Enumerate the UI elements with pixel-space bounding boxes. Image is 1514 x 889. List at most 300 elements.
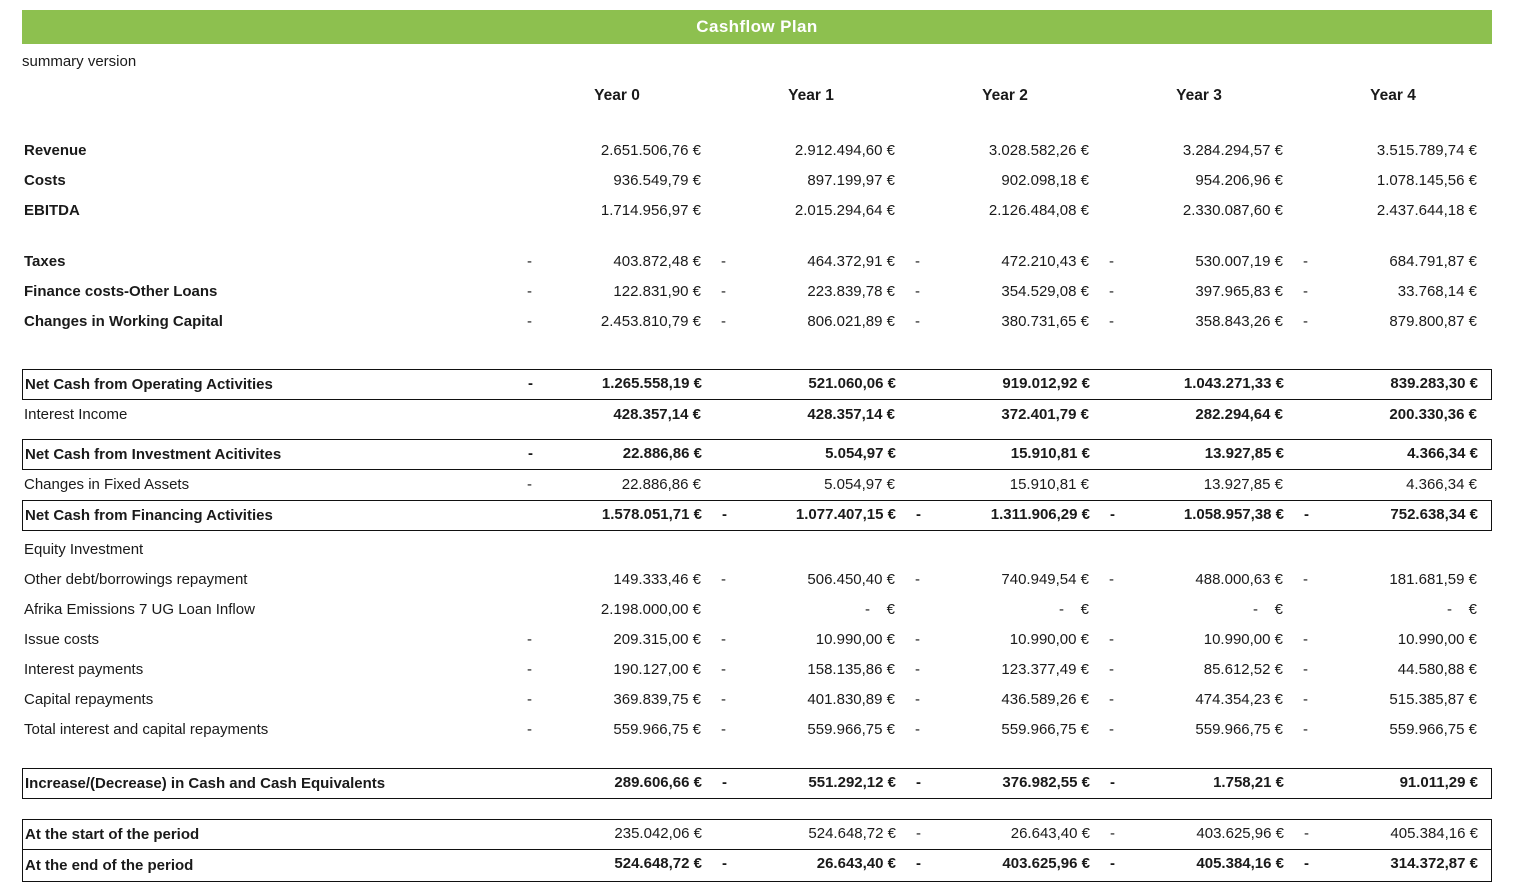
minus-sign: - bbox=[1110, 506, 1115, 523]
row-equity-investment bbox=[22, 535, 1492, 565]
cell-year-3 bbox=[1102, 166, 1296, 196]
cell-year-2 bbox=[909, 769, 1103, 798]
amount: 122.831,90 € bbox=[613, 283, 701, 300]
cell-year-3 bbox=[1102, 196, 1296, 226]
cell-year-4 bbox=[1296, 595, 1490, 625]
cell-year-2 bbox=[909, 440, 1103, 469]
cell-year-0 bbox=[520, 136, 714, 166]
amount: 1.077.407,15 € bbox=[795, 506, 896, 523]
amount: 10.990,00 € bbox=[1397, 631, 1477, 648]
amount: 13.927,85 € bbox=[1203, 476, 1283, 493]
row-label: Capital repayments bbox=[24, 691, 154, 708]
cell-year-0 bbox=[520, 625, 714, 655]
report-title-bar bbox=[22, 10, 1492, 44]
cell-year-1 bbox=[715, 820, 909, 849]
amount: 1.058.957,38 € bbox=[1183, 506, 1284, 523]
column-header-year-2: Year 2 bbox=[982, 87, 1028, 104]
row-label: Changes in Working Capital bbox=[24, 313, 223, 330]
row-label: Net Cash from Operating Activities bbox=[25, 376, 273, 393]
cell-year-1 bbox=[714, 595, 908, 625]
cell-year-3 bbox=[1102, 595, 1296, 625]
row-label: Increase/(Decrease) in Cash and Cash Equivalents bbox=[25, 775, 386, 792]
minus-sign: - bbox=[721, 721, 726, 738]
row-increase-decrease-cash bbox=[22, 768, 1492, 799]
amount: 1.078.145,56 € bbox=[1376, 172, 1477, 189]
minus-sign: - bbox=[1303, 283, 1308, 300]
cell-year-1 bbox=[714, 307, 908, 337]
cell-year-0 bbox=[520, 277, 714, 307]
cell-year-4 bbox=[1296, 625, 1490, 655]
amount: 752.638,34 € bbox=[1390, 506, 1478, 523]
amount: 405.384,16 € bbox=[1390, 825, 1478, 842]
column-header-year-3: Year 3 bbox=[1176, 87, 1222, 104]
amount: 515.385,87 € bbox=[1389, 691, 1477, 708]
minus-sign: - bbox=[721, 313, 726, 330]
amount: 2.912.494,60 € bbox=[794, 142, 895, 159]
minus-sign: - bbox=[1109, 661, 1114, 678]
minus-sign: - bbox=[527, 691, 532, 708]
cell-year-3 bbox=[1102, 307, 1296, 337]
minus-sign: - bbox=[527, 253, 532, 270]
cell-year-4 bbox=[1297, 769, 1491, 798]
row-net-cash-investment bbox=[22, 439, 1492, 470]
amount: 740.949,54 € bbox=[1001, 571, 1089, 588]
cell-year-4 bbox=[1297, 440, 1491, 469]
row-afrika-loan-inflow bbox=[22, 595, 1492, 625]
amount: 397.965,83 € bbox=[1195, 283, 1283, 300]
cell-year-0 bbox=[521, 850, 715, 881]
cell-year-1 bbox=[715, 440, 909, 469]
cell-year-3 bbox=[1103, 440, 1297, 469]
minus-sign: - bbox=[527, 721, 532, 738]
cell-year-3 bbox=[1102, 625, 1296, 655]
amount: 559.966,75 € bbox=[613, 721, 701, 738]
cell-year-2 bbox=[908, 625, 1102, 655]
amount: 4.366,34 € bbox=[1406, 476, 1477, 493]
cell-year-2 bbox=[908, 565, 1102, 595]
amount: 1.311.906,29 € bbox=[990, 506, 1090, 523]
cell-year-4 bbox=[1297, 370, 1491, 399]
amount: 401.830,89 € bbox=[807, 691, 895, 708]
cell-year-0 bbox=[520, 535, 714, 565]
cell-year-1 bbox=[714, 535, 908, 565]
minus-sign: - bbox=[527, 476, 532, 493]
amount: 10.990,00 € bbox=[815, 631, 895, 648]
report-subtitle: summary version bbox=[22, 53, 137, 70]
cell-year-3 bbox=[1103, 501, 1297, 530]
cell-year-1 bbox=[714, 247, 908, 277]
minus-sign: - bbox=[915, 283, 920, 300]
cell-year-0 bbox=[520, 307, 714, 337]
amount: 559.966,75 € bbox=[1195, 721, 1283, 738]
amount: 26.643,40 € bbox=[1010, 825, 1090, 842]
cell-year-3 bbox=[1102, 136, 1296, 166]
amount: 954.206,96 € bbox=[1195, 172, 1283, 189]
minus-sign: - bbox=[528, 375, 533, 392]
minus-sign: - bbox=[1110, 774, 1115, 791]
cell-year-2 bbox=[909, 501, 1103, 530]
cell-year-2 bbox=[908, 535, 1102, 565]
amount: 559.966,75 € bbox=[1389, 721, 1477, 738]
row-label: Net Cash from Financing Activities bbox=[25, 507, 273, 524]
row-label: Taxes bbox=[24, 253, 66, 270]
cell-year-2 bbox=[908, 400, 1102, 430]
cell-year-2 bbox=[908, 307, 1102, 337]
row-label: Interest payments bbox=[24, 661, 144, 678]
amount: 1.714.956,97 € bbox=[600, 202, 701, 219]
amount: 428.357,14 € bbox=[613, 406, 701, 423]
row-label: Other debt/borrowings repayment bbox=[24, 571, 248, 588]
minus-sign: - bbox=[916, 855, 921, 872]
row-finance-costs-other-loans bbox=[22, 277, 1492, 307]
cell-year-0 bbox=[521, 440, 715, 469]
minus-sign: - bbox=[915, 661, 920, 678]
cell-year-4 bbox=[1296, 307, 1490, 337]
cell-year-0 bbox=[520, 595, 714, 625]
amount: 376.982,55 € bbox=[1002, 774, 1090, 791]
minus-sign: - bbox=[1303, 631, 1308, 648]
cell-year-4 bbox=[1296, 136, 1490, 166]
row-other-debt-repayment bbox=[22, 565, 1492, 595]
minus-sign: - bbox=[1303, 661, 1308, 678]
minus-sign: - bbox=[722, 855, 727, 872]
amount: 506.450,40 € bbox=[807, 571, 895, 588]
cell-year-1 bbox=[715, 370, 909, 399]
amount: 524.648,72 € bbox=[614, 855, 702, 872]
amount: 524.648,72 € bbox=[808, 825, 896, 842]
minus-sign: - bbox=[1303, 571, 1308, 588]
amount: 15.910,81 € bbox=[1009, 476, 1089, 493]
cell-year-2 bbox=[908, 166, 1102, 196]
row-label: At the end of the period bbox=[25, 856, 194, 874]
cell-year-3 bbox=[1102, 535, 1296, 565]
cell-year-2 bbox=[908, 655, 1102, 685]
row-label: Afrika Emissions 7 UG Loan Inflow bbox=[24, 601, 255, 618]
cell-year-1 bbox=[715, 850, 909, 881]
row-net-cash-operating bbox=[22, 369, 1492, 400]
minus-sign: - bbox=[1304, 855, 1309, 872]
cell-year-4 bbox=[1296, 535, 1490, 565]
amount: - € bbox=[1058, 601, 1089, 618]
cell-year-4 bbox=[1296, 196, 1490, 226]
cell-year-1 bbox=[714, 685, 908, 715]
minus-sign: - bbox=[1304, 825, 1309, 842]
cell-year-2 bbox=[908, 715, 1102, 745]
minus-sign: - bbox=[722, 506, 727, 523]
amount: 15.910,81 € bbox=[1010, 445, 1090, 462]
cell-year-3 bbox=[1102, 247, 1296, 277]
amount: 5.054,97 € bbox=[824, 476, 895, 493]
amount: 91.011,29 € bbox=[1399, 774, 1478, 791]
cell-year-0 bbox=[520, 470, 714, 500]
minus-sign: - bbox=[527, 631, 532, 648]
amount: 2.453.810,79 € bbox=[600, 313, 701, 330]
minus-sign: - bbox=[915, 691, 920, 708]
row-changes-in-working-capital bbox=[22, 307, 1492, 337]
amount: 358.843,26 € bbox=[1195, 313, 1283, 330]
amount: - € bbox=[864, 601, 895, 618]
minus-sign: - bbox=[915, 571, 920, 588]
amount: 403.625,96 € bbox=[1196, 825, 1284, 842]
amount: 1.043.271,33 € bbox=[1183, 375, 1284, 392]
row-label: EBITDA bbox=[24, 202, 80, 219]
minus-sign: - bbox=[527, 313, 532, 330]
row-issue-costs bbox=[22, 625, 1492, 655]
cell-year-1 bbox=[714, 136, 908, 166]
amount: 314.372,87 € bbox=[1390, 855, 1478, 872]
cell-year-2 bbox=[909, 820, 1103, 849]
amount: 369.839,75 € bbox=[613, 691, 701, 708]
row-taxes bbox=[22, 247, 1492, 277]
minus-sign: - bbox=[1109, 691, 1114, 708]
amount: 2.651.506,76 € bbox=[600, 142, 701, 159]
amount: 2.330.087,60 € bbox=[1182, 202, 1283, 219]
cell-year-4 bbox=[1296, 277, 1490, 307]
row-net-cash-financing bbox=[22, 500, 1492, 531]
amount: 559.966,75 € bbox=[807, 721, 895, 738]
amount: 1.758,21 € bbox=[1213, 774, 1284, 791]
minus-sign: - bbox=[1109, 571, 1114, 588]
cell-year-3 bbox=[1103, 370, 1297, 399]
minus-sign: - bbox=[916, 825, 921, 842]
amount: 559.966,75 € bbox=[1001, 721, 1089, 738]
cashflow-table bbox=[22, 136, 1492, 882]
minus-sign: - bbox=[721, 631, 726, 648]
cell-year-2 bbox=[909, 850, 1103, 881]
cell-year-4 bbox=[1296, 166, 1490, 196]
amount: 5.054,97 € bbox=[825, 445, 896, 462]
amount: 158.135,86 € bbox=[807, 661, 895, 678]
amount: 879.800,87 € bbox=[1389, 313, 1477, 330]
cell-year-1 bbox=[714, 196, 908, 226]
amount: 521.060,06 € bbox=[808, 375, 896, 392]
amount: 149.333,46 € bbox=[613, 571, 701, 588]
amount: 919.012,92 € bbox=[1002, 375, 1090, 392]
cell-year-1 bbox=[714, 277, 908, 307]
cell-year-0 bbox=[520, 655, 714, 685]
amount: 181.681,59 € bbox=[1389, 571, 1477, 588]
amount: 806.021,89 € bbox=[807, 313, 895, 330]
cell-year-1 bbox=[714, 565, 908, 595]
amount: 464.372,91 € bbox=[807, 253, 895, 270]
cell-year-3 bbox=[1103, 769, 1297, 798]
amount: 44.580,88 € bbox=[1397, 661, 1477, 678]
amount: 289.606,66 € bbox=[614, 774, 702, 791]
cell-year-2 bbox=[908, 247, 1102, 277]
amount: 10.990,00 € bbox=[1203, 631, 1283, 648]
minus-sign: - bbox=[721, 661, 726, 678]
amount: 209.315,00 € bbox=[613, 631, 701, 648]
minus-sign: - bbox=[721, 691, 726, 708]
cell-year-2 bbox=[908, 685, 1102, 715]
amount: 530.007,19 € bbox=[1195, 253, 1283, 270]
cell-year-3 bbox=[1102, 685, 1296, 715]
row-label: Revenue bbox=[24, 142, 87, 159]
minus-sign: - bbox=[915, 313, 920, 330]
amount: 22.886,86 € bbox=[621, 476, 701, 493]
minus-sign: - bbox=[916, 774, 921, 791]
column-header-year-0: Year 0 bbox=[594, 87, 640, 104]
row-label: Issue costs bbox=[24, 631, 100, 648]
minus-sign: - bbox=[1303, 313, 1308, 330]
cell-year-3 bbox=[1102, 277, 1296, 307]
cell-year-0 bbox=[520, 685, 714, 715]
amount: 2.126.484,08 € bbox=[988, 202, 1089, 219]
row-label: Changes in Fixed Assets bbox=[24, 476, 190, 493]
amount: 223.839,78 € bbox=[807, 283, 895, 300]
cell-year-1 bbox=[715, 769, 909, 798]
cell-year-0 bbox=[520, 400, 714, 430]
amount: 897.199,97 € bbox=[807, 172, 895, 189]
amount: 190.127,00 € bbox=[613, 661, 701, 678]
amount: 3.028.582,26 € bbox=[988, 142, 1089, 159]
amount: 1.265.558,19 € bbox=[601, 375, 702, 392]
amount: 428.357,14 € bbox=[807, 406, 895, 423]
amount: 902.098,18 € bbox=[1001, 172, 1089, 189]
cell-year-3 bbox=[1102, 715, 1296, 745]
minus-sign: - bbox=[528, 445, 533, 462]
cell-year-3 bbox=[1102, 655, 1296, 685]
row-label: Costs bbox=[24, 172, 66, 189]
amount: 403.872,48 € bbox=[613, 253, 701, 270]
cell-year-0 bbox=[521, 370, 715, 399]
cell-year-3 bbox=[1102, 400, 1296, 430]
amount: 684.791,87 € bbox=[1389, 253, 1477, 270]
minus-sign: - bbox=[1110, 825, 1115, 842]
amount: 372.401,79 € bbox=[1001, 406, 1089, 423]
amount: 405.384,16 € bbox=[1196, 855, 1284, 872]
cell-year-4 bbox=[1296, 565, 1490, 595]
row-label: Equity Investment bbox=[24, 541, 144, 558]
amount: 85.612,52 € bbox=[1203, 661, 1283, 678]
row-start-of-period bbox=[22, 819, 1492, 850]
row-label: At the start of the period bbox=[25, 826, 200, 843]
cell-year-4 bbox=[1296, 400, 1490, 430]
amount: 551.292,12 € bbox=[808, 774, 896, 791]
row-capital-repayments bbox=[22, 685, 1492, 715]
cell-year-4 bbox=[1297, 850, 1491, 881]
minus-sign: - bbox=[721, 253, 726, 270]
cell-year-0 bbox=[521, 769, 715, 798]
cell-year-0 bbox=[520, 565, 714, 595]
column-header-year-1: Year 1 bbox=[788, 87, 834, 104]
cell-year-0 bbox=[520, 247, 714, 277]
cell-year-1 bbox=[714, 470, 908, 500]
row-label: Net Cash from Investment Acitivites bbox=[25, 446, 282, 463]
row-costs bbox=[22, 166, 1492, 196]
minus-sign: - bbox=[722, 774, 727, 791]
cell-year-4 bbox=[1296, 715, 1490, 745]
cell-year-3 bbox=[1102, 565, 1296, 595]
amount: 123.377,49 € bbox=[1001, 661, 1089, 678]
minus-sign: - bbox=[1109, 631, 1114, 648]
amount: - € bbox=[1252, 601, 1283, 618]
amount: 474.354,23 € bbox=[1195, 691, 1283, 708]
cell-year-1 bbox=[714, 625, 908, 655]
cell-year-4 bbox=[1297, 501, 1491, 530]
minus-sign: - bbox=[1110, 855, 1115, 872]
amount: 488.000,63 € bbox=[1195, 571, 1283, 588]
amount: 13.927,85 € bbox=[1204, 445, 1284, 462]
minus-sign: - bbox=[1303, 721, 1308, 738]
cell-year-4 bbox=[1296, 685, 1490, 715]
cell-year-0 bbox=[520, 166, 714, 196]
amount: 2.198.000,00 € bbox=[600, 601, 701, 618]
cell-year-1 bbox=[714, 400, 908, 430]
amount: 839.283,30 € bbox=[1390, 375, 1478, 392]
cell-year-1 bbox=[714, 655, 908, 685]
minus-sign: - bbox=[915, 253, 920, 270]
minus-sign: - bbox=[1109, 283, 1114, 300]
amount: 1.578.051,71 € bbox=[601, 506, 702, 523]
report-title: Cashflow Plan bbox=[696, 17, 818, 36]
year-column-headers bbox=[22, 84, 1492, 108]
row-revenue bbox=[22, 136, 1492, 166]
cell-year-0 bbox=[520, 196, 714, 226]
row-total-interest-capital-repayments bbox=[22, 715, 1492, 745]
minus-sign: - bbox=[915, 721, 920, 738]
amount: 403.625,96 € bbox=[1002, 855, 1090, 872]
cell-year-1 bbox=[714, 166, 908, 196]
minus-sign: - bbox=[721, 283, 726, 300]
cell-year-1 bbox=[715, 501, 909, 530]
cell-year-2 bbox=[908, 196, 1102, 226]
minus-sign: - bbox=[527, 661, 532, 678]
cell-year-3 bbox=[1103, 850, 1297, 881]
amount: 354.529,08 € bbox=[1001, 283, 1089, 300]
cell-year-2 bbox=[908, 470, 1102, 500]
column-header-year-4: Year 4 bbox=[1370, 87, 1416, 104]
cell-year-0 bbox=[521, 501, 715, 530]
minus-sign: - bbox=[1303, 691, 1308, 708]
minus-sign: - bbox=[1109, 253, 1114, 270]
cell-year-2 bbox=[908, 595, 1102, 625]
row-interest-payments bbox=[22, 655, 1492, 685]
minus-sign: - bbox=[916, 506, 921, 523]
cell-year-4 bbox=[1296, 247, 1490, 277]
cell-year-1 bbox=[714, 715, 908, 745]
row-label: Interest Income bbox=[24, 406, 128, 423]
amount: 26.643,40 € bbox=[816, 855, 896, 872]
amount: 472.210,43 € bbox=[1001, 253, 1089, 270]
cell-year-3 bbox=[1102, 470, 1296, 500]
amount: - € bbox=[1446, 601, 1477, 618]
row-label: Total interest and capital repayments bbox=[24, 721, 269, 738]
row-end-of-period bbox=[22, 850, 1492, 882]
amount: 3.284.294,57 € bbox=[1182, 142, 1283, 159]
cell-year-0 bbox=[521, 820, 715, 849]
amount: 33.768,14 € bbox=[1397, 283, 1477, 300]
amount: 10.990,00 € bbox=[1009, 631, 1089, 648]
row-interest-income bbox=[22, 400, 1492, 430]
minus-sign: - bbox=[1303, 253, 1308, 270]
minus-sign: - bbox=[527, 283, 532, 300]
amount: 235.042,06 € bbox=[614, 825, 702, 842]
minus-sign: - bbox=[721, 571, 726, 588]
cell-year-4 bbox=[1296, 655, 1490, 685]
row-changes-in-fixed-assets bbox=[22, 470, 1492, 500]
cell-year-2 bbox=[909, 370, 1103, 399]
amount: 4.366,34 € bbox=[1407, 445, 1478, 462]
row-label: Finance costs-Other Loans bbox=[24, 283, 218, 300]
cell-year-0 bbox=[520, 715, 714, 745]
amount: 22.886,86 € bbox=[622, 445, 702, 462]
amount: 200.330,36 € bbox=[1389, 406, 1477, 423]
minus-sign: - bbox=[915, 631, 920, 648]
amount: 436.589,26 € bbox=[1001, 691, 1089, 708]
minus-sign: - bbox=[1109, 721, 1114, 738]
minus-sign: - bbox=[1304, 506, 1309, 523]
